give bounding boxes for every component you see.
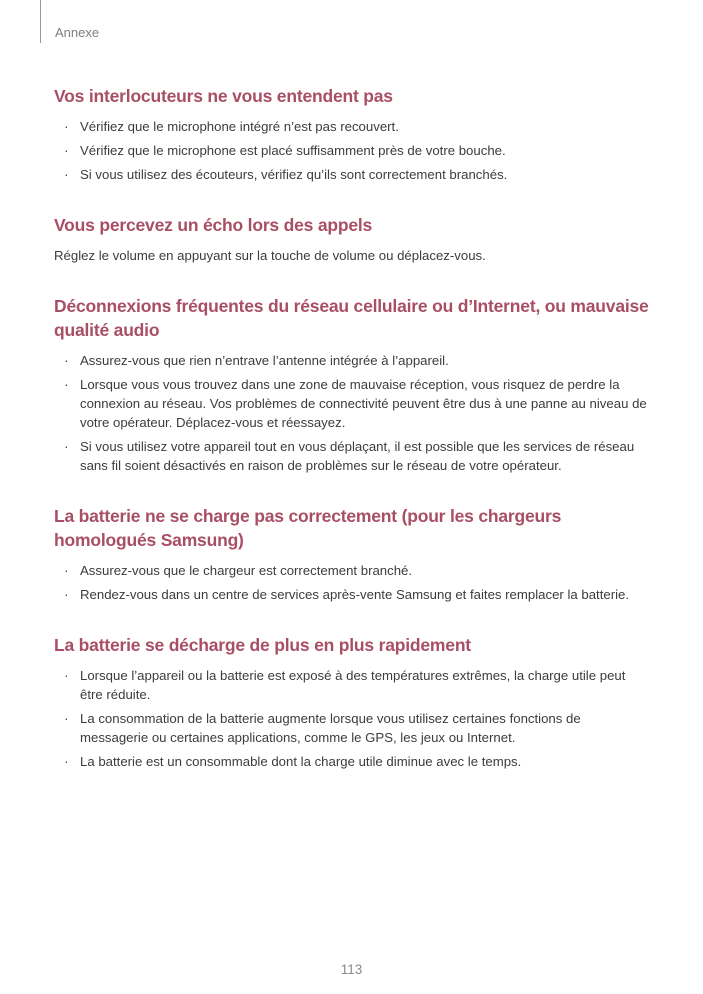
bullet-text: Assurez-vous que rien n’entrave l’antenne intégrée à l’appareil. — [80, 353, 449, 368]
bullet-icon: · — [64, 562, 69, 578]
section-heading: Vous percevez un écho lors des appels — [54, 215, 373, 235]
section-heading: La batterie ne se charge pas correctement (pour les chargeurs homologués Samsung) — [54, 506, 562, 550]
section-heading: Vos interlocuteurs ne vous entendent pas — [54, 86, 393, 106]
bullet-icon: · — [64, 710, 69, 726]
bullet-icon: · — [64, 667, 69, 683]
section-heading: Déconnexions fréquentes du réseau cellulaire ou d’Internet, ou mauvaise qualité audio — [54, 296, 649, 340]
bullet-icon: · — [64, 438, 69, 454]
bullet-text: Vérifiez que le microphone intégré n’est pas recouvert. — [80, 119, 399, 134]
bullet-text: Vérifiez que le microphone est placé suffisamment près de votre bouche. — [80, 143, 506, 158]
header-rule — [40, 0, 41, 43]
bullet-item — [54, 141, 649, 160]
bullet-item — [54, 117, 649, 136]
bullet-item — [54, 561, 649, 580]
section-heading: La batterie se décharge de plus en plus rapidement — [54, 635, 471, 655]
bullet-list — [54, 351, 649, 475]
bullet-list — [54, 561, 649, 604]
page-number: 113 — [340, 962, 363, 977]
bullet-item — [54, 351, 649, 370]
bullet-list — [54, 666, 649, 771]
bullet-item — [54, 165, 649, 184]
bullet-item — [54, 666, 649, 704]
bullet-text: Si vous utilisez des écouteurs, vérifiez qu’ils sont correctement branchés. — [80, 167, 508, 182]
bullet-item — [54, 709, 649, 747]
section — [54, 633, 649, 771]
bullet-icon: · — [64, 166, 69, 182]
bullet-item — [54, 375, 649, 432]
bullet-list — [54, 117, 649, 184]
bullet-text: Lorsque l’appareil ou la batterie est exposé à des températures extrêmes, la charge utile peut être réduite. — [80, 668, 626, 702]
bullet-icon: · — [64, 586, 69, 602]
bullet-icon: · — [64, 118, 69, 134]
section — [54, 84, 649, 184]
bullet-text: Rendez-vous dans un centre de services après-vente Samsung et faites remplacer la batterie. — [80, 587, 630, 602]
page-footer — [0, 962, 703, 977]
bullet-icon: · — [64, 142, 69, 158]
chapter-title: Annexe — [55, 25, 100, 40]
bullet-icon: · — [64, 753, 69, 769]
bullet-text: Assurez-vous que le chargeur est correctement branché. — [80, 563, 413, 578]
section — [54, 294, 649, 475]
bullet-item — [54, 437, 649, 475]
section-paragraph: Réglez le volume en appuyant sur la touche de volume ou déplacez-vous. — [54, 248, 486, 263]
page-header — [0, 0, 703, 60]
bullet-text: Lorsque vous vous trouvez dans une zone de mauvaise réception, vous risquez de perdre la connexion au réseau. Vos problèmes de connectivité peuvent être dus à une panne au niveau de votre opérateur. Déplacez-vous et réessayez. — [80, 377, 647, 430]
section — [54, 213, 649, 265]
bullet-text: La consommation de la batterie augmente lorsque vous utilisez certaines fonctions de messagerie ou certaines applications, comme le GPS, les jeux ou Internet. — [80, 711, 581, 745]
bullet-icon: · — [64, 352, 69, 368]
bullet-text: Si vous utilisez votre appareil tout en vous déplaçant, il est possible que les services de réseau sans fil soient désactivés en raison de problèmes sur le réseau de votre opérateur. — [80, 439, 635, 473]
bullet-text: La batterie est un consommable dont la charge utile diminue avec le temps. — [80, 754, 522, 769]
section — [54, 504, 649, 604]
bullet-icon: · — [64, 376, 69, 392]
bullet-item — [54, 752, 649, 771]
bullet-item — [54, 585, 649, 604]
content — [54, 84, 649, 771]
